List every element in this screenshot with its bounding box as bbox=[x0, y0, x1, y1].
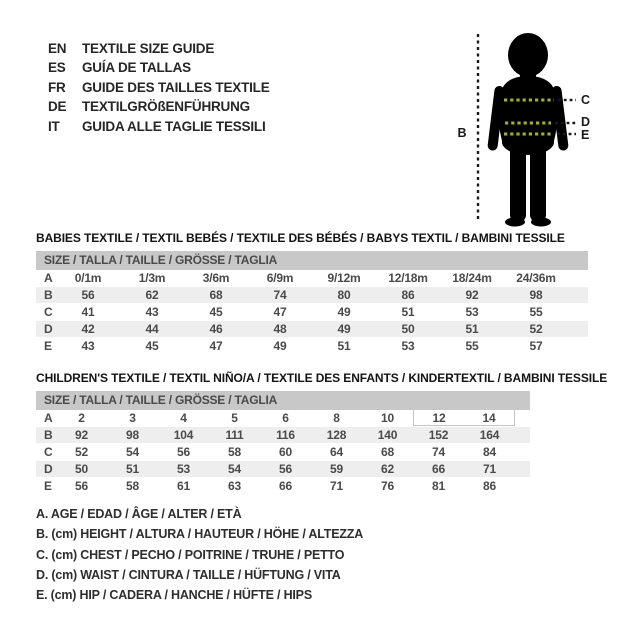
table-cell: 80 bbox=[337, 288, 351, 302]
table-cell: 58 bbox=[126, 479, 139, 493]
table-cell: 54 bbox=[228, 462, 241, 476]
table-cell: 42 bbox=[81, 322, 95, 336]
table-cell: 74 bbox=[273, 288, 287, 302]
table-cell: 51 bbox=[126, 462, 139, 476]
table-cell: 140 bbox=[377, 428, 398, 442]
table-cell: 8 bbox=[333, 411, 340, 425]
table-cell: 55 bbox=[465, 339, 479, 353]
table-cell: 92 bbox=[465, 288, 479, 302]
table-cell: 56 bbox=[81, 288, 95, 302]
legend-waist: D. (cm) WAIST / CINTURA / TAILLE / HÜFTUNG / VITA bbox=[36, 567, 341, 582]
table-row-waist bbox=[36, 321, 588, 338]
legend-hip: E. (cm) HIP / CADERA / HANCHE / HÜFTE / HIPS bbox=[36, 588, 312, 603]
row-label: D bbox=[44, 322, 53, 336]
table-cell: 49 bbox=[273, 339, 287, 353]
row-label: A bbox=[44, 411, 53, 425]
table-cell: 164 bbox=[479, 428, 500, 442]
table-row-chest bbox=[36, 444, 530, 461]
language-title: TEXTILE SIZE GUIDE bbox=[82, 41, 215, 56]
table-cell: 12/18m bbox=[388, 271, 428, 285]
table-cell: 4 bbox=[180, 411, 187, 425]
table-row-age bbox=[36, 410, 530, 427]
measurement-legend bbox=[36, 504, 363, 605]
table-cell: 86 bbox=[401, 288, 415, 302]
row-label: D bbox=[44, 462, 53, 476]
table-cell: 5 bbox=[231, 411, 238, 425]
babies-size-table bbox=[36, 251, 588, 355]
chest-label: C bbox=[581, 93, 591, 107]
table-cell: 128 bbox=[326, 428, 347, 442]
table-cell: 43 bbox=[81, 339, 95, 353]
language-title: GUIDA ALLE TAGLIE TESSILI bbox=[82, 118, 266, 134]
language-row-en bbox=[48, 39, 270, 58]
language-code: EN bbox=[48, 41, 67, 56]
children-size-header: SIZE / TALLA / TAILLE / GRÖSSE / TAGLIA bbox=[36, 391, 530, 410]
table-cell: 2 bbox=[78, 411, 85, 425]
row-label: E bbox=[44, 479, 52, 493]
table-cell: 64 bbox=[330, 445, 343, 459]
table-cell: 1/3m bbox=[138, 271, 166, 285]
table-cell: 3 bbox=[129, 411, 136, 425]
table-cell: 54 bbox=[126, 445, 139, 459]
language-code: FR bbox=[48, 79, 66, 95]
table-cell: 104 bbox=[173, 428, 194, 442]
table-cell: 62 bbox=[145, 288, 159, 302]
table-cell: 55 bbox=[529, 305, 543, 319]
table-cell: 0/1m bbox=[74, 271, 102, 285]
table-cell: 6 bbox=[282, 411, 289, 425]
table-cell: 45 bbox=[145, 339, 159, 353]
table-cell: 24/36m bbox=[516, 271, 556, 285]
table-cell: 49 bbox=[337, 305, 351, 319]
table-cell: 9/12m bbox=[327, 271, 361, 285]
language-code: IT bbox=[48, 118, 60, 134]
table-cell: 53 bbox=[177, 462, 190, 476]
table-cell: 3/6m bbox=[202, 271, 230, 285]
table-cell: 18/24m bbox=[452, 271, 492, 285]
row-label: A bbox=[44, 271, 53, 285]
children-section-title: CHILDREN'S TEXTILE / TEXTIL NIÑO/A / TEXTILE DES ENFANTS / KINDERTEXTIL / BAMBINI TESSILE bbox=[36, 371, 608, 385]
table-cell: 46 bbox=[209, 322, 223, 336]
language-row-de bbox=[48, 97, 270, 116]
row-label: B bbox=[44, 428, 53, 442]
table-cell: 68 bbox=[209, 288, 223, 302]
table-cell: 10 bbox=[381, 411, 394, 425]
table-cell: 44 bbox=[145, 322, 159, 336]
table-cell-highlighted: 14 bbox=[464, 410, 515, 426]
language-code: DE bbox=[48, 99, 67, 115]
height-label: B bbox=[457, 126, 467, 140]
table-cell: 45 bbox=[209, 305, 223, 319]
row-label: C bbox=[44, 445, 53, 459]
language-row-es bbox=[48, 58, 270, 77]
table-cell: 53 bbox=[401, 339, 415, 353]
table-cell: 116 bbox=[276, 428, 295, 442]
table-cell: 53 bbox=[465, 305, 479, 319]
table-cell: 41 bbox=[81, 305, 95, 319]
table-cell: 6/9m bbox=[266, 271, 294, 285]
table-cell: 111 bbox=[225, 428, 244, 442]
table-cell: 56 bbox=[177, 445, 190, 459]
table-row-height bbox=[36, 287, 588, 304]
language-title: TEXTILGRÖßENFÜHRUNG bbox=[82, 99, 250, 115]
table-cell: 71 bbox=[483, 462, 496, 476]
language-title: GUIDE DES TAILLES TEXTILE bbox=[82, 79, 270, 95]
table-cell: 52 bbox=[75, 445, 88, 459]
table-cell: 51 bbox=[465, 322, 479, 336]
legend-chest: C. (cm) CHEST / PECHO / POITRINE / TRUHE / PETTO bbox=[36, 547, 345, 562]
table-cell: 60 bbox=[279, 445, 292, 459]
table-cell: 48 bbox=[273, 322, 287, 336]
table-cell: 152 bbox=[428, 428, 449, 442]
waist-label: D bbox=[581, 115, 591, 129]
table-cell: 76 bbox=[381, 479, 394, 493]
row-label: B bbox=[44, 288, 53, 302]
table-cell: 51 bbox=[401, 305, 415, 319]
child-silhouette-figure bbox=[438, 18, 606, 230]
table-cell: 57 bbox=[529, 339, 543, 353]
table-cell: 50 bbox=[75, 462, 88, 476]
language-title: GUÍA DE TALLAS bbox=[82, 60, 191, 76]
table-cell: 86 bbox=[483, 479, 496, 493]
child-silhouette bbox=[487, 33, 569, 227]
legend-height: B. (cm) HEIGHT / ALTURA / HAUTEUR / HÖHE / ALTEZZA bbox=[36, 527, 364, 542]
table-cell: 56 bbox=[75, 479, 88, 493]
language-row-it bbox=[48, 117, 270, 136]
table-cell: 51 bbox=[337, 339, 351, 353]
table-cell: 50 bbox=[401, 322, 415, 336]
table-cell: 66 bbox=[432, 462, 445, 476]
table-row-hip bbox=[36, 338, 588, 355]
babies-size-header: SIZE / TALLA / TAILLE / GRÖSSE / TAGLIA bbox=[36, 251, 588, 270]
language-list bbox=[48, 39, 270, 136]
table-cell: 61 bbox=[177, 479, 190, 493]
table-cell: 59 bbox=[330, 462, 343, 476]
table-cell: 47 bbox=[209, 339, 223, 353]
table-cell: 56 bbox=[279, 462, 292, 476]
table-row-hip bbox=[36, 478, 530, 495]
table-row-waist bbox=[36, 461, 530, 478]
children-size-table bbox=[36, 391, 530, 495]
row-label: E bbox=[44, 339, 52, 353]
table-cell: 81 bbox=[432, 479, 445, 493]
table-cell: 49 bbox=[337, 322, 351, 336]
table-cell: 63 bbox=[228, 479, 241, 493]
row-label: C bbox=[44, 305, 53, 319]
language-row-fr bbox=[48, 78, 270, 97]
table-cell: 52 bbox=[529, 322, 543, 336]
table-cell-highlighted: 12 bbox=[413, 410, 464, 426]
table-row-chest bbox=[36, 304, 588, 321]
language-code: ES bbox=[48, 60, 66, 76]
table-cell: 71 bbox=[330, 479, 343, 493]
table-cell: 66 bbox=[279, 479, 292, 493]
table-row-age bbox=[36, 270, 588, 287]
table-cell: 47 bbox=[273, 305, 287, 319]
table-cell: 74 bbox=[432, 445, 445, 459]
table-cell: 68 bbox=[381, 445, 394, 459]
table-cell: 58 bbox=[228, 445, 241, 459]
table-cell: 62 bbox=[381, 462, 394, 476]
table-row-height bbox=[36, 427, 530, 444]
table-cell: 92 bbox=[75, 428, 88, 442]
table-cell: 98 bbox=[126, 428, 139, 442]
table-cell: 98 bbox=[529, 288, 543, 302]
table-cell: 84 bbox=[483, 445, 496, 459]
table-cell: 43 bbox=[145, 305, 159, 319]
legend-age: A. AGE / EDAD / ÂGE / ALTER / ETÀ bbox=[36, 507, 242, 521]
babies-section-title: BABIES TEXTILE / TEXTIL BEBÉS / TEXTILE DES BÉBÉS / BABYS TEXTIL / BAMBINI TESSILE bbox=[36, 231, 565, 245]
hip-label: E bbox=[581, 128, 590, 142]
